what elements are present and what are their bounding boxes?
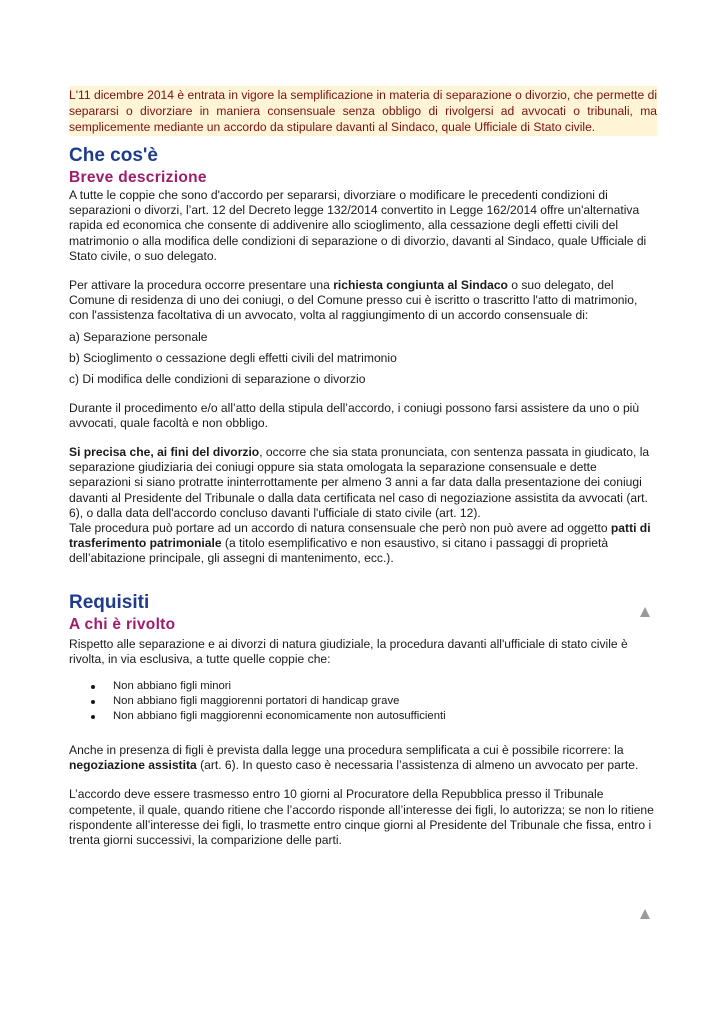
section-title-requisiti: Requisiti [69, 591, 150, 613]
paragraph-procedura: Tale procedura può portare ad un accordo di natura consensuale che però non può avere ad oggetto patti di trasferimento patrimoniale (a titolo esemplificativo e non esaustivo, si citano i passaggi di proprietà dell’abitazione principale, gli assegni di mantenimento, ecc.). [69, 521, 651, 566]
bold-precisa: Si precisa che, ai fini del divorzio [69, 445, 260, 460]
arrow-up-icon[interactable] [640, 909, 650, 919]
section-subtitle-a-chi-e-rivolto: A chi è rivolto [69, 615, 176, 633]
paragraph-negoziazione: Anche in presenza di figli è prevista dalla legge una procedura semplificata a cui è possibile ricorrere: la negoziazione assistita (art. 6). In questo caso è necessaria l’assistenza di almeno un avvocato per parte. [69, 743, 639, 773]
notice-box: L'11 dicembre 2014 è entrata in vigore la semplificazione in materia di separazione o divorzio, che permette di separarsi o divorziare in maniera consensuale senza obbligo di rivolgersi ad avvocati o tribunali, ma semplicemente mediante un accordo da stipulare davanti al Sindaco, quale Ufficiale di Stato civile. [69, 88, 657, 134]
section-title-che-cose: Che cos'è [69, 145, 158, 166]
bold-negoziazione: negoziazione assistita [69, 758, 197, 773]
paragraph-accordo: L’accordo deve essere trasmesso entro 10 giorni al Procuratore della Repubblica presso il Tribunale competente, il quale, quando ritiene che l’accordo risponde all’interesse dei figli, lo autorizza; se non lo ritiene rispondente all’interesse dei figli, lo trasmette entro cinque giorni al Presidente del Tribunale che fissa, entro i trenta giorni successivi, la comparizione delle parti. [69, 787, 654, 848]
paragraph-intro: A tutte le coppie che sono d'accordo per separarsi, divorziare o modificare le precedenti condizioni di separazioni o divorzi, l’art. 12 del Decreto legge 132/2014 convertito in Legge 162/2014 offre un'alternativa rapida ed economica che consente di addivenire allo scioglimento, alla cessazione degli effetti civili del matrimonio o alla modifica delle condizioni di separazione o di divorzio, davanti al Sindaco, quale Ufficiale di Stato civile, o suo delegato. [69, 188, 647, 263]
paragraph-rispetto: Rispetto alle separazione e ai divorzi di natura giudiziale, la procedura davanti all'ufficiale di stato civile è rivolta, in via esclusiva, a tutte quelle coppie che: [69, 636, 628, 666]
paragraph-richiesta: Per attivare la procedura occorre presentare una richiesta congiunta al Sindaco o suo delegato, del Comune di residenza di uno dei coniugi, o del Comune presso cui è iscritto o trascritto l'atto di matrimonio, con l'assistenza facoltativa di un avvocato, volta al raggiungimento di un accordo consensuale di: [69, 278, 638, 323]
document-page [69, 86, 657, 848]
paragraph-divorzio: Si precisa che, ai fini del divorzio, occorre che sia stata pronunciata, con sentenza passata in giudicato, la separazione giudiziaria dei coniugi oppure sia stata omologata la separazione consensuale e dette separazioni si siano protratte ininterrottamente per almeno 3 anni a far data dalla presentazione dei coniugi davanti al Presidente del Tribunale o dalla data certificata nel caso di negoziazione assistita da avvocati (art. 6), o dalla data dell'accordo concluso davanti l'ufficiale di stato civile (art. 12). [69, 445, 650, 520]
list-item: Non abbiano figli maggiorenni portatori di handicap grave [113, 694, 657, 709]
option-c: c) Di modifica delle condizioni di separazione o divorzio [69, 371, 366, 386]
section-subtitle-breve-descrizione: Breve descrizione [69, 169, 207, 186]
list-item: Non abbiano figli maggiorenni economicamente non autosufficienti [113, 709, 657, 724]
paragraph-avvocati: Durante il procedimento e/o all’atto della stipula dell’accordo, i coniugi possono farsi assistere da uno o più avvocati, quale facoltà e non obbligo. [69, 400, 640, 430]
option-a: a) Separazione personale [69, 329, 208, 344]
arrow-up-icon[interactable] [640, 607, 650, 617]
requirements-list [69, 679, 657, 724]
bold-richiesta-congiunta: richiesta congiunta al Sindaco [333, 278, 508, 293]
option-b: b) Scioglimento o cessazione degli effetti civili del matrimonio [69, 350, 397, 365]
list-item: Non abbiano figli minori [113, 679, 657, 694]
bold-patti: patti di trasferimento patrimoniale [69, 521, 651, 551]
